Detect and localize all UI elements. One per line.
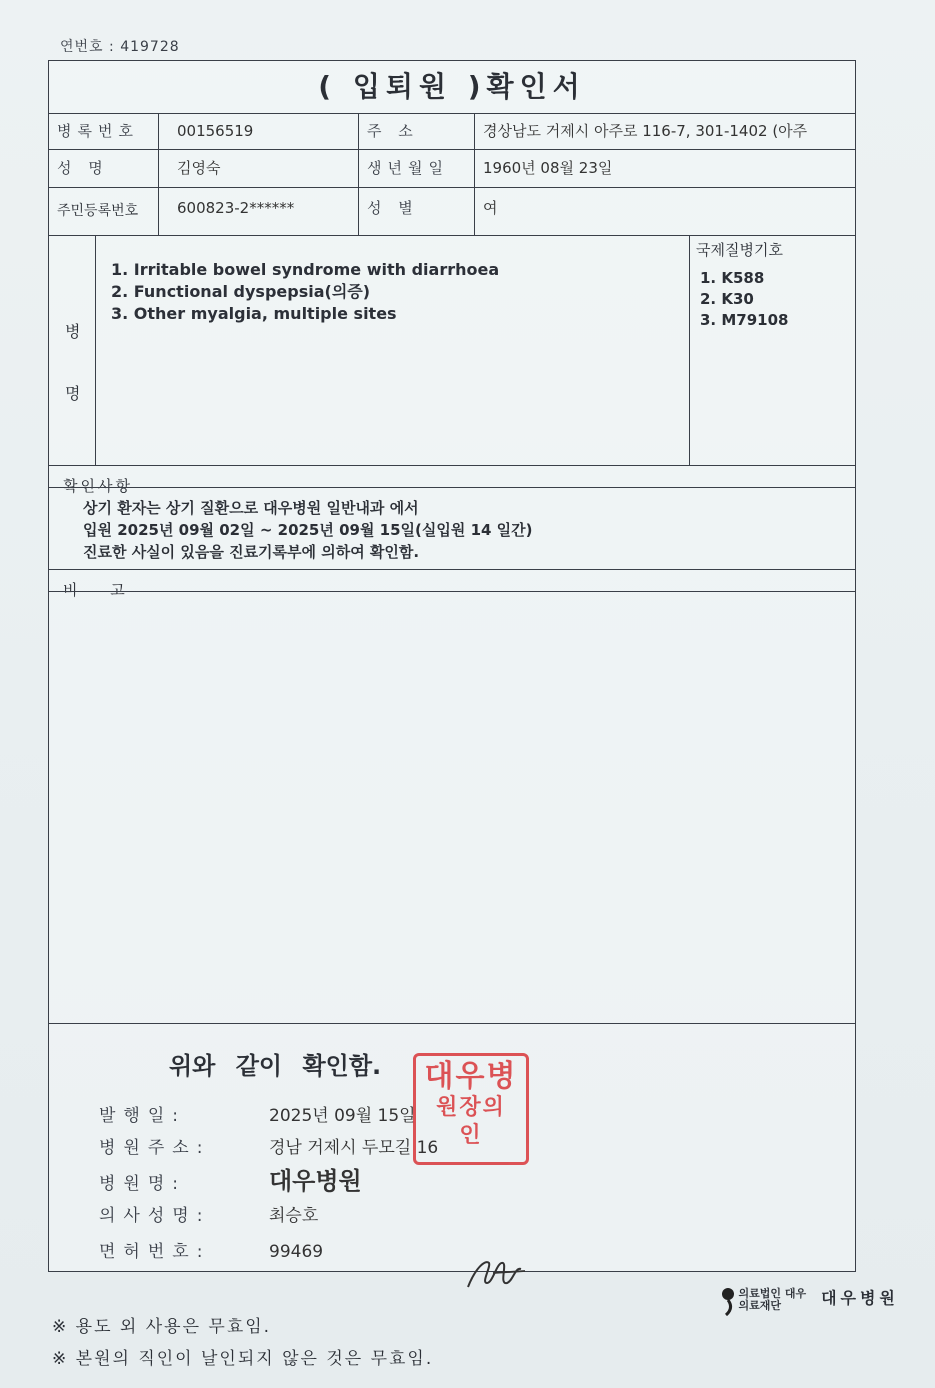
dob-label: 생년월일 — [359, 149, 475, 187]
divider — [49, 591, 855, 592]
logo-subtitle: 의료법인 대우의료재단 — [738, 1287, 807, 1312]
diagnosis-label-bottom: 명 — [65, 384, 81, 403]
hospital-name-row — [99, 1161, 362, 1196]
row-name — [49, 149, 855, 188]
diagnosis-label-top: 병 — [65, 322, 81, 341]
address-label: 주 소 — [359, 113, 475, 149]
serial-label: 연번호 : — [60, 39, 115, 55]
diagnosis-item: 1. Irritable bowel syndrome with diarrhoea — [111, 260, 500, 279]
serial-number — [60, 36, 180, 56]
footnote: ※ 본원의 직인이 날인되지 않은 것은 무효임. — [52, 1349, 434, 1369]
record-no-value: 00156519 — [159, 113, 359, 149]
confirmation-text — [83, 497, 533, 563]
divider — [49, 569, 855, 570]
dob-value: 1960년 08월 23일 — [483, 159, 613, 177]
icd-code: 2. K30 — [700, 290, 754, 308]
license-row — [99, 1237, 323, 1262]
confirmation-line: 입원 2025년 09월 02일 ~ 2025년 09월 15일(실입원 14 일간) — [83, 521, 533, 539]
name-value: 김영숙 — [159, 149, 359, 187]
seal-bottom: 인 — [459, 1123, 483, 1148]
confirmation-label: 확인사항 — [63, 477, 133, 495]
hospital-logo-icon — [720, 1284, 734, 1316]
divider — [49, 487, 855, 488]
confirmation-statement: 위와 같이 확인함. — [169, 1052, 382, 1080]
address-value: 경상남도 거제시 아주로 116-7, 301-1402 (아주 — [483, 122, 808, 140]
issue-date-value: 2025년 09월 15일 — [269, 1106, 416, 1126]
record-no-label: 병록번호 — [49, 113, 159, 149]
hospital-address-row — [99, 1133, 438, 1158]
divider — [49, 465, 855, 466]
diagnosis-list — [111, 259, 499, 325]
hospital-name-value: 대우병원 — [269, 1167, 362, 1195]
seal-middle: 원장의 — [436, 1095, 506, 1120]
icd-code: 1. K588 — [700, 269, 765, 287]
certificate-form — [48, 60, 856, 1272]
rrn-label: 주민등록번호 — [49, 187, 159, 235]
doctor-row — [99, 1201, 318, 1226]
logo-name: 대우병원 — [821, 1288, 899, 1308]
row-rrn — [49, 187, 855, 236]
doctor-signature — [463, 1249, 533, 1299]
hospital-address-label: 병원주소: — [99, 1138, 211, 1158]
divider — [49, 1023, 855, 1024]
hospital-seal — [413, 1053, 529, 1165]
hospital-name-label: 병원명: — [99, 1174, 186, 1194]
issue-date-label: 발행일: — [99, 1106, 186, 1126]
rrn-value: 600823-2****** — [159, 187, 359, 235]
diagnosis-label — [49, 235, 96, 465]
diagnosis-item: 3. Other myalgia, multiple sites — [111, 304, 397, 323]
remarks-label: 비 고 — [63, 581, 139, 599]
doctor-value: 최승호 — [269, 1206, 319, 1226]
confirmation-line: 진료한 사실이 있음을 진료기록부에 의하여 확인함. — [83, 543, 420, 561]
icd-code-header: 국제질병기호 — [696, 241, 783, 259]
sex-label: 성 별 — [359, 187, 475, 235]
icd-code-column — [689, 235, 856, 465]
doctor-label: 의사성명: — [99, 1206, 211, 1226]
seal-top: 대우병 — [424, 1059, 518, 1094]
row-record — [49, 113, 855, 150]
hospital-logo — [720, 1284, 899, 1316]
sex-value: 여 — [483, 199, 498, 217]
diagnosis-item: 2. Functional dyspepsia(의증) — [111, 282, 371, 301]
license-label: 면허번호: — [99, 1242, 211, 1262]
confirmation-line: 상기 환자는 상기 질환으로 대우병원 일반내과 에서 — [83, 499, 419, 517]
serial-value: 419728 — [120, 39, 180, 55]
icd-code: 3. M79108 — [700, 311, 789, 329]
form-title: ( 입퇴원 )확인서 — [49, 61, 855, 114]
issue-date-row — [99, 1101, 416, 1126]
footnote: ※ 용도 외 사용은 무효임. — [52, 1317, 272, 1337]
hospital-address-value: 경남 거제시 두모길 16 — [269, 1138, 439, 1158]
license-value: 99469 — [269, 1242, 324, 1262]
name-label: 성 명 — [49, 149, 159, 187]
